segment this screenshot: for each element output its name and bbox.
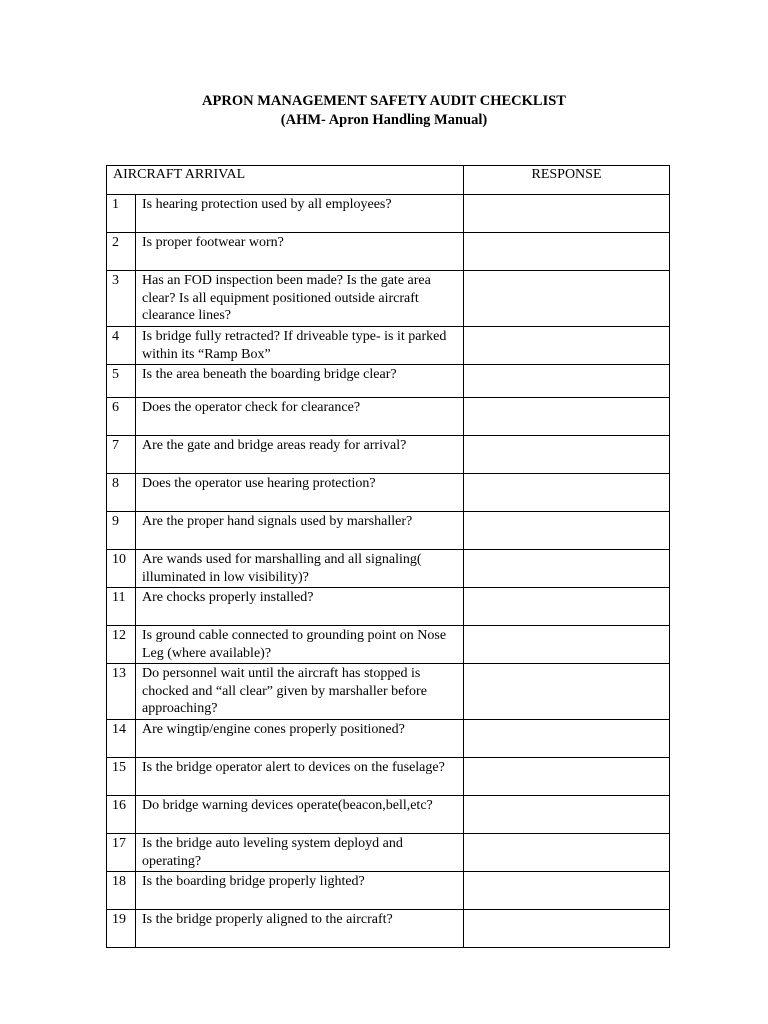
table-row bbox=[107, 327, 670, 365]
row-number: 8 bbox=[107, 474, 136, 512]
response-cell[interactable] bbox=[464, 474, 670, 512]
response-cell[interactable] bbox=[464, 436, 670, 474]
response-cell[interactable] bbox=[464, 796, 670, 834]
table-row bbox=[107, 233, 670, 271]
response-cell[interactable] bbox=[464, 626, 670, 664]
row-number: 2 bbox=[107, 233, 136, 271]
table-row bbox=[107, 365, 670, 398]
row-number: 3 bbox=[107, 271, 136, 327]
response-cell[interactable] bbox=[464, 834, 670, 872]
table-row bbox=[107, 512, 670, 550]
response-cell[interactable] bbox=[464, 365, 670, 398]
row-question: Are the proper hand signals used by marshaller? bbox=[136, 512, 464, 550]
row-question: Does the operator use hearing protection? bbox=[136, 474, 464, 512]
row-question: Do bridge warning devices operate(beacon,bell,etc? bbox=[136, 796, 464, 834]
response-cell[interactable] bbox=[464, 588, 670, 626]
table-row bbox=[107, 834, 670, 872]
row-question: Is the bridge properly aligned to the aircraft? bbox=[136, 910, 464, 948]
table-header-row bbox=[107, 166, 670, 195]
row-question: Is the bridge auto leveling system deployd and operating? bbox=[136, 834, 464, 872]
table-row bbox=[107, 474, 670, 512]
row-number: 13 bbox=[107, 664, 136, 720]
response-cell[interactable] bbox=[464, 512, 670, 550]
row-number: 11 bbox=[107, 588, 136, 626]
row-question: Are chocks properly installed? bbox=[136, 588, 464, 626]
response-cell[interactable] bbox=[464, 720, 670, 758]
row-question: Is the bridge operator alert to devices on the fuselage? bbox=[136, 758, 464, 796]
response-header: RESPONSE bbox=[464, 166, 670, 195]
table-row bbox=[107, 910, 670, 948]
row-question: Are wands used for marshalling and all signaling( illuminated in low visibility)? bbox=[136, 550, 464, 588]
row-question: Is the boarding bridge properly lighted? bbox=[136, 872, 464, 910]
checklist-table bbox=[106, 165, 670, 948]
row-number: 7 bbox=[107, 436, 136, 474]
response-cell[interactable] bbox=[464, 664, 670, 720]
row-question: Has an FOD inspection been made? Is the gate area clear? Is all equipment positioned outside aircraft clearance lines? bbox=[136, 271, 464, 327]
row-question: Is bridge fully retracted? If driveable type- is it parked within its “Ramp Box” bbox=[136, 327, 464, 365]
table-row bbox=[107, 588, 670, 626]
response-cell[interactable] bbox=[464, 195, 670, 233]
table-row bbox=[107, 398, 670, 436]
row-number: 5 bbox=[107, 365, 136, 398]
table-row bbox=[107, 271, 670, 327]
row-question: Is the area beneath the boarding bridge clear? bbox=[136, 365, 464, 398]
row-number: 17 bbox=[107, 834, 136, 872]
row-question: Is hearing protection used by all employees? bbox=[136, 195, 464, 233]
response-cell[interactable] bbox=[464, 550, 670, 588]
row-question: Are the gate and bridge areas ready for arrival? bbox=[136, 436, 464, 474]
table-row bbox=[107, 195, 670, 233]
response-cell[interactable] bbox=[464, 758, 670, 796]
table-row bbox=[107, 720, 670, 758]
row-number: 1 bbox=[107, 195, 136, 233]
table-row bbox=[107, 758, 670, 796]
row-number: 6 bbox=[107, 398, 136, 436]
row-number: 16 bbox=[107, 796, 136, 834]
table-row bbox=[107, 796, 670, 834]
row-number: 15 bbox=[107, 758, 136, 796]
row-question: Are wingtip/engine cones properly positioned? bbox=[136, 720, 464, 758]
document-subtitle: (AHM- Apron Handling Manual) bbox=[280, 112, 488, 128]
row-question: Do personnel wait until the aircraft has stopped is chocked and “all clear” given by marshaller before approaching? bbox=[136, 664, 464, 720]
row-number: 18 bbox=[107, 872, 136, 910]
document-title: APRON MANAGEMENT SAFETY AUDIT CHECKLIST bbox=[202, 93, 566, 109]
row-question: Is ground cable connected to grounding point on Nose Leg (where available)? bbox=[136, 626, 464, 664]
section-header: AIRCRAFT ARRIVAL bbox=[107, 166, 464, 195]
table-row bbox=[107, 626, 670, 664]
response-cell[interactable] bbox=[464, 872, 670, 910]
row-number: 9 bbox=[107, 512, 136, 550]
row-number: 10 bbox=[107, 550, 136, 588]
table-row bbox=[107, 436, 670, 474]
response-cell[interactable] bbox=[464, 271, 670, 327]
response-cell[interactable] bbox=[464, 910, 670, 948]
response-cell[interactable] bbox=[464, 327, 670, 365]
row-question: Does the operator check for clearance? bbox=[136, 398, 464, 436]
response-cell[interactable] bbox=[464, 398, 670, 436]
table-row bbox=[107, 872, 670, 910]
row-number: 14 bbox=[107, 720, 136, 758]
row-question: Is proper footwear worn? bbox=[136, 233, 464, 271]
row-number: 19 bbox=[107, 910, 136, 948]
row-number: 4 bbox=[107, 327, 136, 365]
response-cell[interactable] bbox=[464, 233, 670, 271]
row-number: 12 bbox=[107, 626, 136, 664]
table-row bbox=[107, 664, 670, 720]
table-row bbox=[107, 550, 670, 588]
